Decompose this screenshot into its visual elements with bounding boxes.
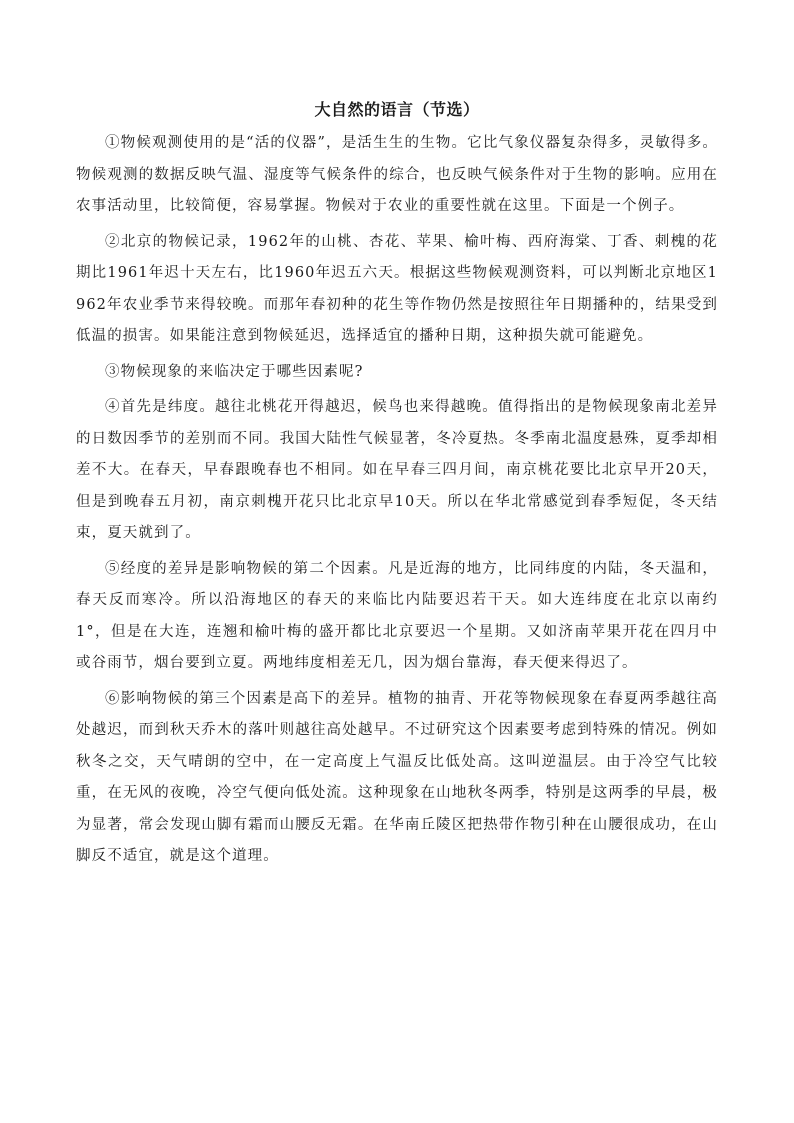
document-title: 大自然的语言（节选） [314,100,480,119]
paragraph-2: ②北京的物候记录，1962年的山桃、杏花、苹果、榆叶梅、西府海棠、丁香、刺槐的花期比1961年迟十天左右，比1960年迟五六天。根据这些物候观测资料，可以判断北京地区1962年农业季节来得较晚。而那年春初种的花生等作物仍然是按照往年日期播种的，结果受到低温的损害。如果能注意到物候延迟，选择适宜的播种日期，这种损失就可能避免。 [76,233,718,344]
paragraph-4: ④首先是纬度。越往北桃花开得越迟，候鸟也来得越晚。值得指出的是物候现象南北差异的日数因季节的差别而不同。我国大陆性气候显著，冬冷夏热。冬季南北温度悬殊，夏季却相差不大。在春天，早春跟晚春也不相同。如在早春三四月间，南京桃花要比北京早开20天，但是到晚春五月初，南京刺槐开花只比北京早10天。所以在华北常感觉到春季短促，冬天结束，夏天就到了。 [76,399,718,541]
paragraph-1: ①物候观测使用的是“活的仪器”，是活生生的生物。它比气象仪器复杂得多，灵敏得多。物候观测的数据反映气温、湿度等气候条件的综合，也反映气候条件对于生物的影响。应用在农事活动里，比较简便，容易掌握。物候对于农业的重要性就在这里。下面是一个例子。 [76,135,718,214]
paragraph-6: ⑥影响物候的第三个因素是高下的差异。植物的抽青、开花等物候现象在春夏两季越往高处越迟，而到秋天乔木的落叶则越往高处越早。不过研究这个因素要考虑到特殊的情况。例如秋冬之交，天气晴朗的空中，在一定高度上气温反比低处高。这叫逆温层。由于冷空气比较重，在无风的夜晚，冷空气便向低处流。这种现象在山地秋冬两季，特别是这两季的早晨，极为显著，常会发现山脚有霜而山腰反无霜。在华南丘陵区把热带作物引种在山腰很成功，在山脚反不适宜，就是这个道理。 [76,690,718,864]
paragraph-3: ③物候现象的来临决定于哪些因素呢? [105,363,364,380]
paragraph-5: ⑤经度的差异是影响物候的第二个因素。凡是近海的地方，比同纬度的内陆，冬天温和，春天反而寒冷。所以沿海地区的春天的来临比内陆要迟若干天。如大连纬度在北京以南约1°，但是在大连，连翘和榆叶梅的盛开都比北京要迟一个星期。又如济南苹果开花在四月中或谷雨节，烟台要到立夏。两地纬度相差无几，因为烟台靠海，春天便来得迟了。 [76,560,718,671]
document-body [76,98,718,877]
